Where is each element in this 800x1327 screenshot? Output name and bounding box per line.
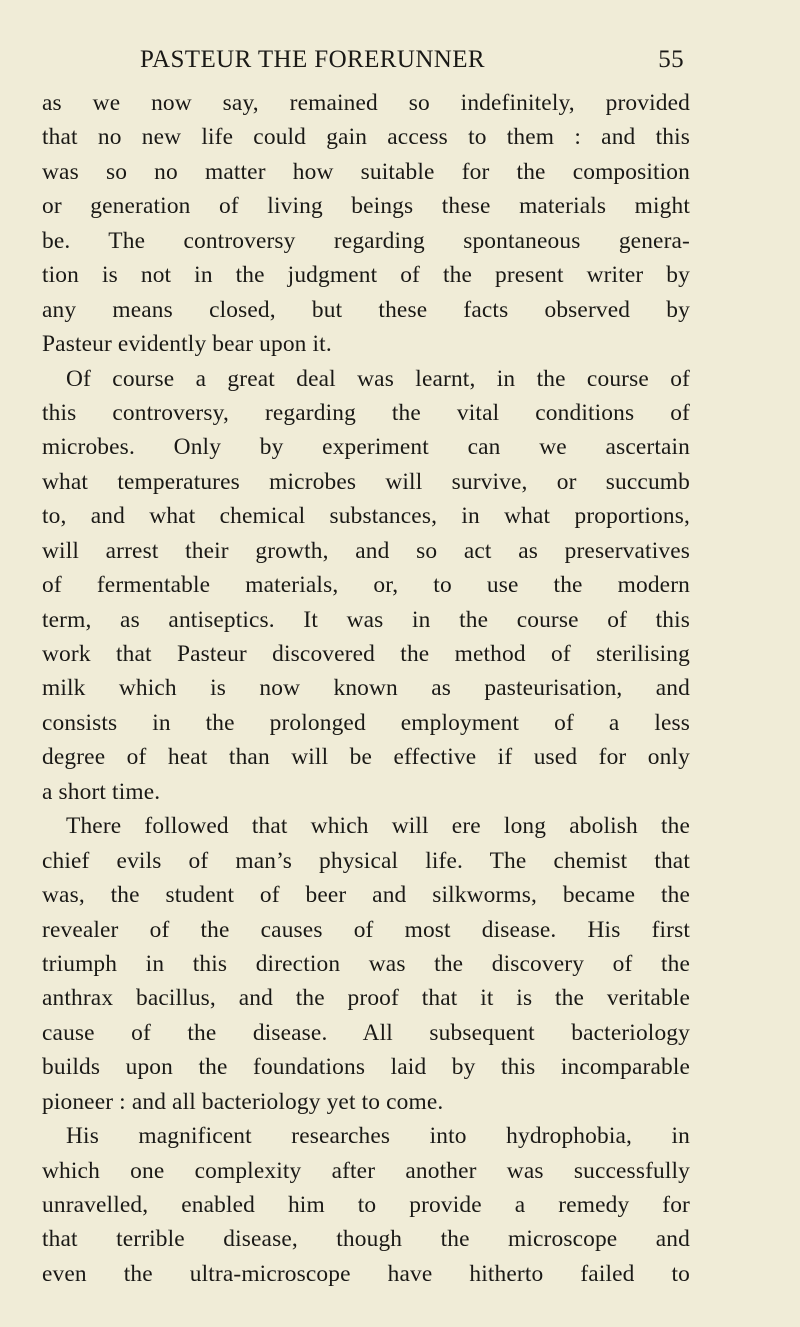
- text-line: which one complexity after another was successfully: [42, 1157, 690, 1184]
- paragraph-start-line: His magnificent researches into hydrophobia, in: [66, 1123, 690, 1150]
- paragraph-start-line: There followed that which will ere long abolish the: [66, 813, 690, 840]
- text-line: was, the student of beer and silkworms, became the: [42, 882, 690, 909]
- text-line: milk which is now known as pasteurisation, and: [42, 675, 690, 702]
- text-line: as we now say, remained so indefinitely, provided: [42, 90, 690, 116]
- text-line: consists in the prolonged employment of a less: [42, 709, 690, 736]
- text-line: be. The controversy regarding spontaneous genera-: [42, 227, 690, 254]
- text-line: what temperatures microbes will survive, or succumb: [42, 468, 690, 495]
- text-line: pioneer : and all bacteriology yet to come.: [42, 1088, 444, 1115]
- text-line: term, as antiseptics. It was in the course of this: [42, 606, 690, 633]
- text-line: that no new life could gain access to them : and this: [42, 124, 690, 151]
- text-line: a short time.: [42, 778, 161, 805]
- text-line: was so no matter how suitable for the composition: [42, 158, 690, 185]
- text-line: revealer of the causes of most disease. His first: [42, 916, 690, 943]
- page-number: 55: [658, 46, 684, 73]
- text-line: Pasteur evidently bear upon it.: [42, 331, 332, 358]
- book-page: [42, 46, 690, 1291]
- body-text: [42, 86, 690, 1291]
- text-line: this controversy, regarding the vital conditions of: [42, 399, 690, 426]
- running-title: PASTEUR THE FORERUNNER: [140, 46, 485, 73]
- paragraph-start-line: Of course a great deal was learnt, in the course of: [66, 365, 690, 392]
- text-line: microbes. Only by experiment can we ascertain: [42, 434, 690, 461]
- text-line: of fermentable materials, or, to use the modern: [42, 572, 690, 599]
- text-line: that terrible disease, though the microscope and: [42, 1226, 690, 1253]
- text-line: unravelled, enabled him to provide a remedy for: [42, 1192, 690, 1218]
- text-line: work that Pasteur discovered the method of sterilising: [42, 641, 690, 667]
- text-line: tion is not in the judgment of the present writer by: [42, 262, 690, 289]
- text-line: will arrest their growth, and so act as preservatives: [42, 537, 690, 564]
- text-line: chief evils of man’s physical life. The chemist that: [42, 847, 690, 874]
- text-line: any means closed, but these facts observed by: [42, 296, 690, 323]
- text-line: builds upon the foundations laid by this incomparable: [42, 1054, 690, 1081]
- text-line: anthrax bacillus, and the proof that it is the veritable: [42, 985, 690, 1012]
- text-line: to, and what chemical substances, in what proportions,: [42, 503, 690, 530]
- text-line: even the ultra-microscope have hitherto failed to: [42, 1260, 690, 1287]
- running-header: [42, 46, 690, 86]
- text-line: cause of the disease. All subsequent bacteriology: [42, 1019, 690, 1046]
- text-line: or generation of living beings these materials might: [42, 193, 690, 220]
- text-line: triumph in this direction was the discovery of the: [42, 950, 690, 977]
- text-line: degree of heat than will be effective if used for only: [42, 744, 690, 771]
